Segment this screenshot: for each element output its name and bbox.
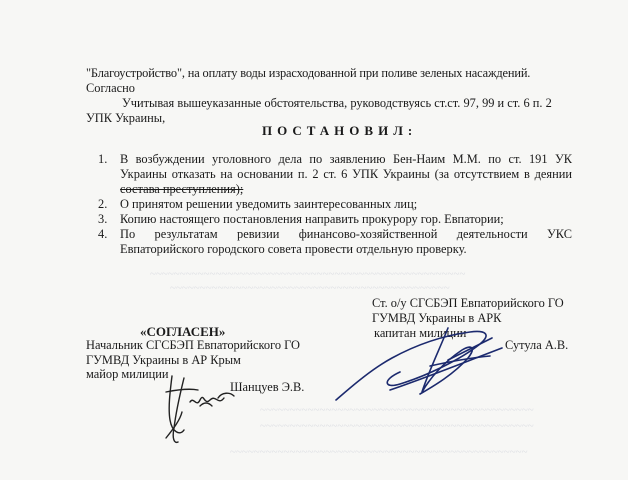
intro-line-1: "Благоустройство", на оплату воды израсходованной при поливе зеленых насаждений.	[86, 66, 531, 80]
item-number: 2.	[98, 197, 108, 211]
item-number: 3.	[98, 212, 108, 226]
intro-line-3: Учитывая вышеуказанные обстоятельства, руководствуясь ст.ст. 97, 99 и ст. 6 п. 2	[122, 96, 552, 110]
resolution-list	[98, 152, 572, 257]
bleed-through-text: ~~~~~~~~~~~~~~~~~~~~~~~~~~~~~~~~~~~~~~~~~~~~~~	[260, 420, 534, 432]
bleed-through-text: ~~~~~~~~~~~~~~~~~~~~~~~~~~~~~~~~~~~~~~~~~~~~~~~	[170, 282, 450, 294]
bleed-through-text: ~~~~~~~~~~~~~~~~~~~~~~~~~~~~~~~~~~~~~~~~~~~~~~	[260, 404, 534, 416]
intro-line-2: Согласно	[86, 81, 135, 95]
item-number: 1.	[98, 152, 108, 166]
officer-name: Сутула А.В.	[505, 338, 569, 352]
chief-signature	[160, 372, 240, 452]
list-item	[98, 212, 572, 227]
chief-title-line-1: Начальник СГСБЭП Евпаторийского ГО	[86, 338, 300, 352]
item-text: Копию настоящего постановления направить прокурору гор. Евпатории;	[120, 212, 504, 226]
resolution-heading: ПОСТАНОВИЛ:	[262, 123, 418, 138]
item-text: Евпаторийского городского совета провести отдельную проверку.	[120, 242, 467, 256]
bleed-through-text: ~~~~~~~~~~~~~~~~~~~~~~~~~~~~~~~~~~~~~~~~~~~~~~~~~~~~~	[150, 268, 466, 280]
agreed-stamp: «СОГЛАСЕН»	[140, 324, 226, 339]
item-text: состава преступления);	[120, 182, 244, 196]
officer-title-line-1: Ст. о/у СГСБЭП Евпаторийского ГО	[372, 296, 564, 310]
item-text: В возбуждении уголовного дела по заявлению Бен-Наим М.М. по ст. 191 УК	[120, 152, 572, 166]
chief-name: Шанцуев Э.В.	[230, 380, 305, 394]
list-item	[98, 197, 572, 212]
intro-line-4: УПК Украины,	[86, 111, 166, 125]
item-number: 4.	[98, 227, 108, 241]
chief-rank: майор милиции	[86, 367, 169, 381]
list-item	[98, 227, 572, 257]
item-text: Украины отказать на основании п. 2 ст. 6 УПК Украины (за отсутствием в деянии	[120, 167, 572, 181]
officer-rank: капитан милиции	[374, 326, 467, 340]
chief-title-line-2: ГУМВД Украины в АР Крым	[86, 353, 241, 367]
officer-title-line-2: ГУМВД Украины в АРК	[372, 311, 502, 325]
item-text: По результатам ревизии финансово-хозяйственной деятельности УКС	[120, 227, 572, 241]
item-text: О принятом решении уведомить заинтересованных лиц;	[120, 197, 418, 211]
officer-signature	[330, 318, 510, 408]
bleed-through-text: ~~~~~~~~~~~~~~~~~~~~~~~~~~~~~~~~~~~~~~~~~~~~~~~~~~	[230, 446, 528, 458]
list-item	[98, 152, 572, 197]
